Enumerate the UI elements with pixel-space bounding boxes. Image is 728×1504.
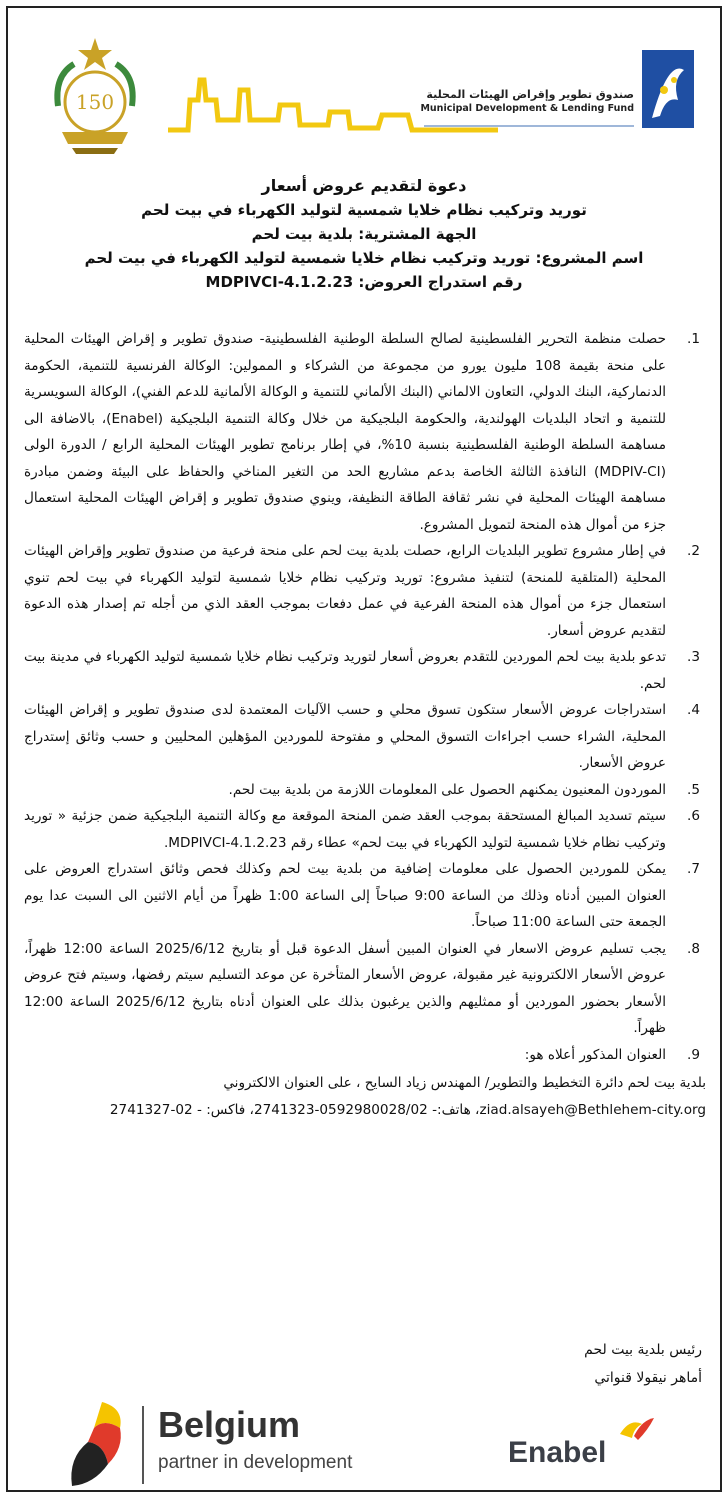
item-number: .7	[687, 861, 700, 877]
item-number: .2	[687, 543, 700, 559]
belgium-tagline: partner in development	[158, 1452, 353, 1473]
signature-title: رئيس بلدية بيت لحم	[584, 1342, 702, 1358]
item-text: سيتم تسديد المبالغ المستحقة بموجب العقد ضمن المنحة الموقعة مع وكالة التنمية البلجيكية ضمن جزئية « توريد وتركيب نظام خلايا شمسية لتوليد الكهرباء في بيت لحم» عطاء رقم MDPIVCI-4.1.2.23.	[24, 808, 666, 851]
list-item	[24, 936, 706, 1042]
item-text: يمكن للموردين الحصول على معلومات إضافية من بلدية بيت لحم وكذلك فحص وثائق استدراج العروض على العنوان المبين أدناه وذلك من الساعة 9:00 صباحاً إلى الساعة 1:00 ظهراً من أيام الاثنين الى السبت عدا يوم الجمعة حتى الساعة 11:00 صباحاً.	[24, 861, 666, 930]
title-project-name: اسم المشروع: توريد وتركيب نظام خلايا شمسية لتوليد الكهرباء في بيت لحم	[84, 249, 644, 267]
belgium-divider	[142, 1406, 144, 1484]
anniversary-seal-icon	[44, 36, 146, 156]
item-number: .3	[687, 649, 700, 665]
contact-line-1: بلدية بيت لحم دائرة التخطيط والتطوير/ المهندس زياد السايح ، على العنوان الالكتروني	[223, 1075, 706, 1091]
item-text: حصلت منظمة التحرير الفلسطينية لصالح السلطة الوطنية الفلسطينية- صندوق تطوير و إقراض الهيئات المحلية على منحة بقيمة 108 مليون يورو من مجموعة من الشركاء و الممولين: الوكالة الفرنسية للتنمية، الحكومة الدنماركية، البنك الدولي، التعاون الالماني (البنك الألماني للتنمية و الوكالة الألمانية للدعم الفني)، الوكالة السويسرية للتنمية و اتحاد البلديات الهولندية، والحكومة البلجيكية من خلال وكالة التنمية البلجيكية (Enabel)، بالاضافة الى مساهمة السلطة الوطنية الفلسطينية بنسبة 10%، في إطار برنامج تطوير الهيئات المحلية الرابع / الدورة الولى (MDPIV-CI) النافذة الثالثة الخاصة بدعم مشاريع الحد من التغير المناخي والحفاظ على البيئة وضمن مبادرة مساهمة الهيئات المحلية في نشر ثقافة الطاقة النظيفة، وينوي صندوق تطوير و إقراض الهيئات المحلية استعمال جزء من أموال هذه المنحة لتمويل المشروع.	[24, 331, 667, 533]
header-divider	[424, 125, 634, 127]
seal-number: 150	[75, 90, 115, 114]
item-text: تدعو بلدية بيت لحم الموردين للتقدم بعروض أسعار لتوريد وتركيب نظام خلايا شمسية لتوليد الكهرباء في مدينة بيت لحم.	[24, 649, 666, 692]
fund-name-en: Municipal Development & Lending Fund	[420, 103, 634, 114]
enabel-logo	[508, 1426, 668, 1476]
item-text: الموردون المعنيون يمكنهم الحصول على المعلومات اللازمة من بلدية بيت لحم.	[228, 781, 666, 798]
title-subject: توريد وتركيب نظام خلايا شمسية لتوليد الكهرباء في بيت لحم	[141, 201, 587, 219]
item-number: .6	[687, 808, 700, 824]
enabel-name: Enabel	[508, 1436, 607, 1469]
belgium-name: Belgium	[158, 1404, 301, 1445]
item-text: يجب تسليم عروض الاسعار في العنوان المبين أسفل الدعوة قبل أو بتاريخ 2025/6/12 الساعة 12:00 ظهراً، عروض الأسعار الالكترونية غير مقبولة، عروض الأسعار المتأخرة عن موعد التسليم سيتم رفضها، وسيتم فتح عروض الأسعار بحضور الموردين أو ممثليهم والذين يرغبون بذلك على العنوان أدناه بتاريخ 2025/6/12 الساعة 12:00 ظهراً.	[24, 940, 666, 1036]
list-item	[24, 777, 706, 804]
item-number: .9	[687, 1046, 700, 1063]
list-item	[24, 803, 706, 856]
title-rfq-number: رقم استدراج العروض: MDPIVCI-4.1.2.23	[205, 273, 523, 291]
header	[8, 8, 720, 168]
list-item	[24, 644, 706, 697]
item-number: .8	[687, 940, 700, 957]
enabel-mark-icon	[616, 1414, 656, 1448]
list-item	[24, 856, 706, 936]
item-text: استدراجات عروض الأسعار ستكون تسوق محلي و حسب الآليات المعتمدة لدى صندوق تطوير و إقراض الهيئات المحلية، الشراء حسب اجراءات التسوق المحلي و مفتوحة للموردين المؤهلين المحليين و حسب وثائق إستدراج عروض الأسعار.	[24, 702, 666, 771]
title-invitation: دعوة لتقديم عروض أسعار	[261, 176, 467, 195]
contact-line-2: ziad.alsayeh@Bethlehem-city.org، هاتف:- 0592980028/02-2741323، فاكس: - 02-2741327	[109, 1101, 706, 1118]
list-item	[24, 697, 706, 777]
item-text: في إطار مشروع تطوير البلديات الرابع، حصلت بلدية بيت لحم على منحة فرعية من صندوق تطوير وإقراض الهيئات المحلية (المتلقية للمنحة) لتنفيذ مشروع: توريد وتركيب نظام خلايا شمسية لتوليد الكهرباء في بيت لحم تنوي استعمال جزء من أموال هذه المنحة الفرعية في عمل دفعات بموجب العقد الذي من أجله تم إصدار هذه الدعوة لتقديم عروض أسعار.	[24, 543, 666, 639]
item-text: العنوان المذكور أعلاه هو:	[524, 1046, 666, 1063]
list-item	[24, 326, 706, 538]
list-item	[24, 1042, 706, 1069]
titles-block	[8, 174, 720, 294]
title-purchaser: الجهة المشترية: بلدية بيت لحم	[251, 225, 477, 243]
signature-name: أماهر نيقولا قنواتي	[594, 1370, 702, 1386]
body-text	[24, 326, 706, 1123]
fund-name-ar: صندوق تطوير وإقراض الهيئات المحلية	[426, 88, 634, 101]
announcement-page	[6, 6, 722, 1492]
fund-name	[420, 88, 634, 114]
list-item	[24, 538, 706, 644]
item-number: .1	[687, 331, 700, 347]
belgium-flag-icon	[64, 1398, 130, 1488]
fund-logo-icon	[642, 50, 694, 128]
item-number: .5	[687, 781, 700, 798]
signature-block	[584, 1336, 702, 1392]
belgium-logo	[64, 1398, 354, 1488]
contact-block	[24, 1070, 706, 1123]
item-number: .4	[687, 702, 700, 718]
